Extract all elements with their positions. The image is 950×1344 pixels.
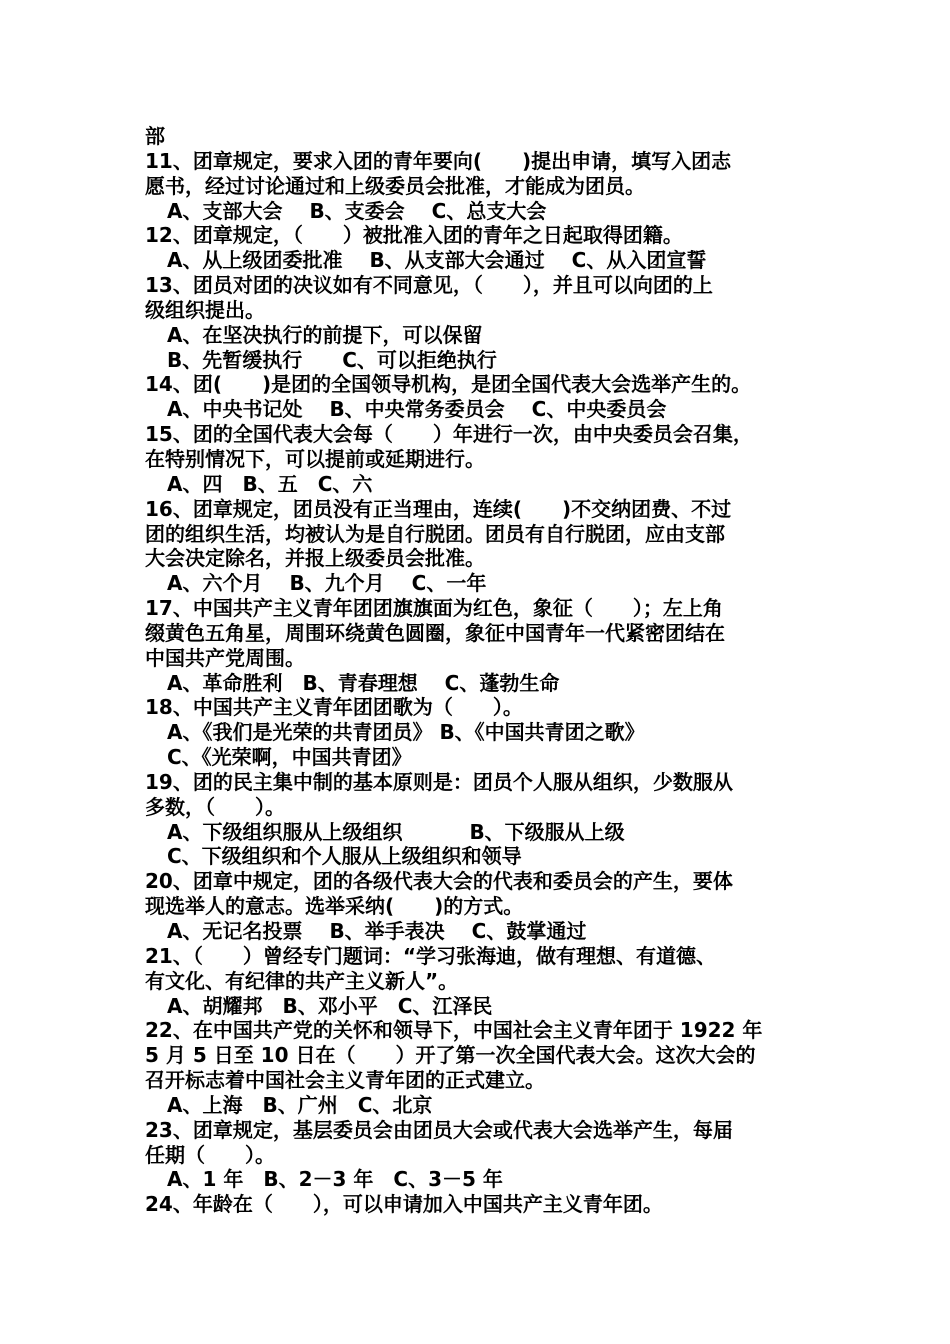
question-text-line: 有文化、有纪律的共产主义新人”。 — [145, 968, 459, 993]
question-text-line: 18、中国共产主义青年团团歌为（ ）。 — [145, 695, 523, 720]
question-text-line: 16、团章规定，团员没有正当理由，连续( )不交纳团费、不过 — [145, 496, 732, 521]
question-text-line: 多数，（ ）。 — [145, 794, 285, 819]
answer-options-line: A、上海 B、广州 C、北京 — [167, 1092, 433, 1117]
question-text-line: 召开标志着中国社会主义青年团的正式建立。 — [145, 1068, 545, 1093]
answer-options-line: A、无记名投票 B、举手表决 C、鼓掌通过 — [167, 919, 587, 943]
question-text-line: 中国共产党周围。 — [145, 645, 305, 670]
question-text-line: 任期（ ）。 — [145, 1142, 275, 1167]
question-text-line: 22、在中国共产党的关怀和领导下，中国社会主义青年团于 1922 年 — [145, 1018, 763, 1043]
question-text-line: 19、团的民主集中制的基本原则是：团员个人服从组织，少数服从 — [145, 769, 733, 794]
question-text-line: 24、年龄在（ ），可以申请加入中国共产主义青年团。 — [145, 1192, 663, 1217]
question-text-line: 13、团员对团的决议如有不同意见，（ ），并且可以向团的上 — [145, 273, 713, 298]
question-text-line: 愿书，经过讨论通过和上级委员会批准，才能成为团员。 — [145, 173, 645, 198]
question-text-line: 23、团章规定，基层委员会由团员大会或代表大会选举产生，每届 — [145, 1117, 733, 1142]
question-text-line: 在特别情况下，可以提前或延期进行。 — [145, 446, 485, 471]
question-text-line: 级组织提出。 — [145, 297, 265, 322]
answer-options-line: A、支部大会 B、支委会 C、总支大会 — [167, 198, 547, 223]
answer-options-line: A、中央书记处 B、中央常务委员会 C、中央委员会 — [167, 397, 667, 422]
question-text-line: 17、中国共产主义青年团团旗旗面为红色，象征（ ）；左上角 — [145, 596, 723, 621]
answer-options-line: A、革命胜利 B、青春理想 C、蓬勃生命 — [167, 670, 560, 695]
answer-options-line: A、《我们是光荣的共青团员》 B、《中国共青团之歌》 — [167, 720, 645, 745]
question-text-line: 现选举人的意志。选举采纳( )的方式。 — [145, 894, 524, 919]
answer-options-line: A、在坚决执行的前提下，可以保留 — [167, 322, 483, 347]
answer-options-line: C、《光荣啊，中国共青团》 — [167, 745, 412, 770]
question-text-line: 5 月 5 日至 10 日在（ ）开了第一次全国代表大会。这次大会的 — [145, 1043, 756, 1068]
answer-options-line: A、四 B、五 C、六 — [167, 471, 373, 496]
answer-options-line: B、先暂缓执行 C、可以拒绝执行 — [167, 347, 497, 372]
answer-options-line: A、从上级团委批准 B、从支部大会通过 C、从入团宣誓 — [167, 248, 707, 273]
question-text-line: 21、（ ）曾经专门题词：“学习张海迪，做有理想、有道德、 — [145, 943, 716, 968]
question-text-line: 部 — [145, 124, 165, 148]
question-text-line: 14、团( )是团的全国领导机构，是团全国代表大会选举产生的。 — [145, 372, 752, 397]
document-body — [145, 124, 815, 1217]
question-text-line: 团的组织生活，均被认为是自行脱团。团员有自行脱团，应由支部 — [145, 521, 725, 546]
question-text-line: 15、团的全国代表大会每（ ）年进行一次，由中央委员会召集， — [145, 422, 753, 447]
answer-options-line: A、六个月 B、九个月 C、一年 — [167, 571, 487, 596]
question-text-line: 大会决定除名，并报上级委员会批准。 — [145, 546, 485, 571]
question-text-line: 缀黄色五角星，周围环绕黄色圆圈，象征中国青年一代紧密团结在 — [145, 620, 725, 645]
question-text-line: 20、团章中规定，团的各级代表大会的代表和委员会的产生，要体 — [145, 869, 733, 894]
question-text-line: 11、团章规定，要求入团的青年要向( )提出申请，填写入团志 — [145, 148, 732, 173]
answer-options-line: C、下级组织和个人服从上级组织和领导 — [167, 844, 522, 869]
answer-options-line: A、胡耀邦 B、邓小平 C、江泽民 — [167, 993, 493, 1018]
answer-options-line: A、1 年 B、2－3 年 C、3－5 年 — [167, 1167, 503, 1192]
question-text-line: 12、团章规定，（ ）被批准入团的青年之日起取得团籍。 — [145, 223, 683, 248]
answer-options-line: A、下级组织服从上级组织 B、下级服从上级 — [167, 819, 625, 844]
